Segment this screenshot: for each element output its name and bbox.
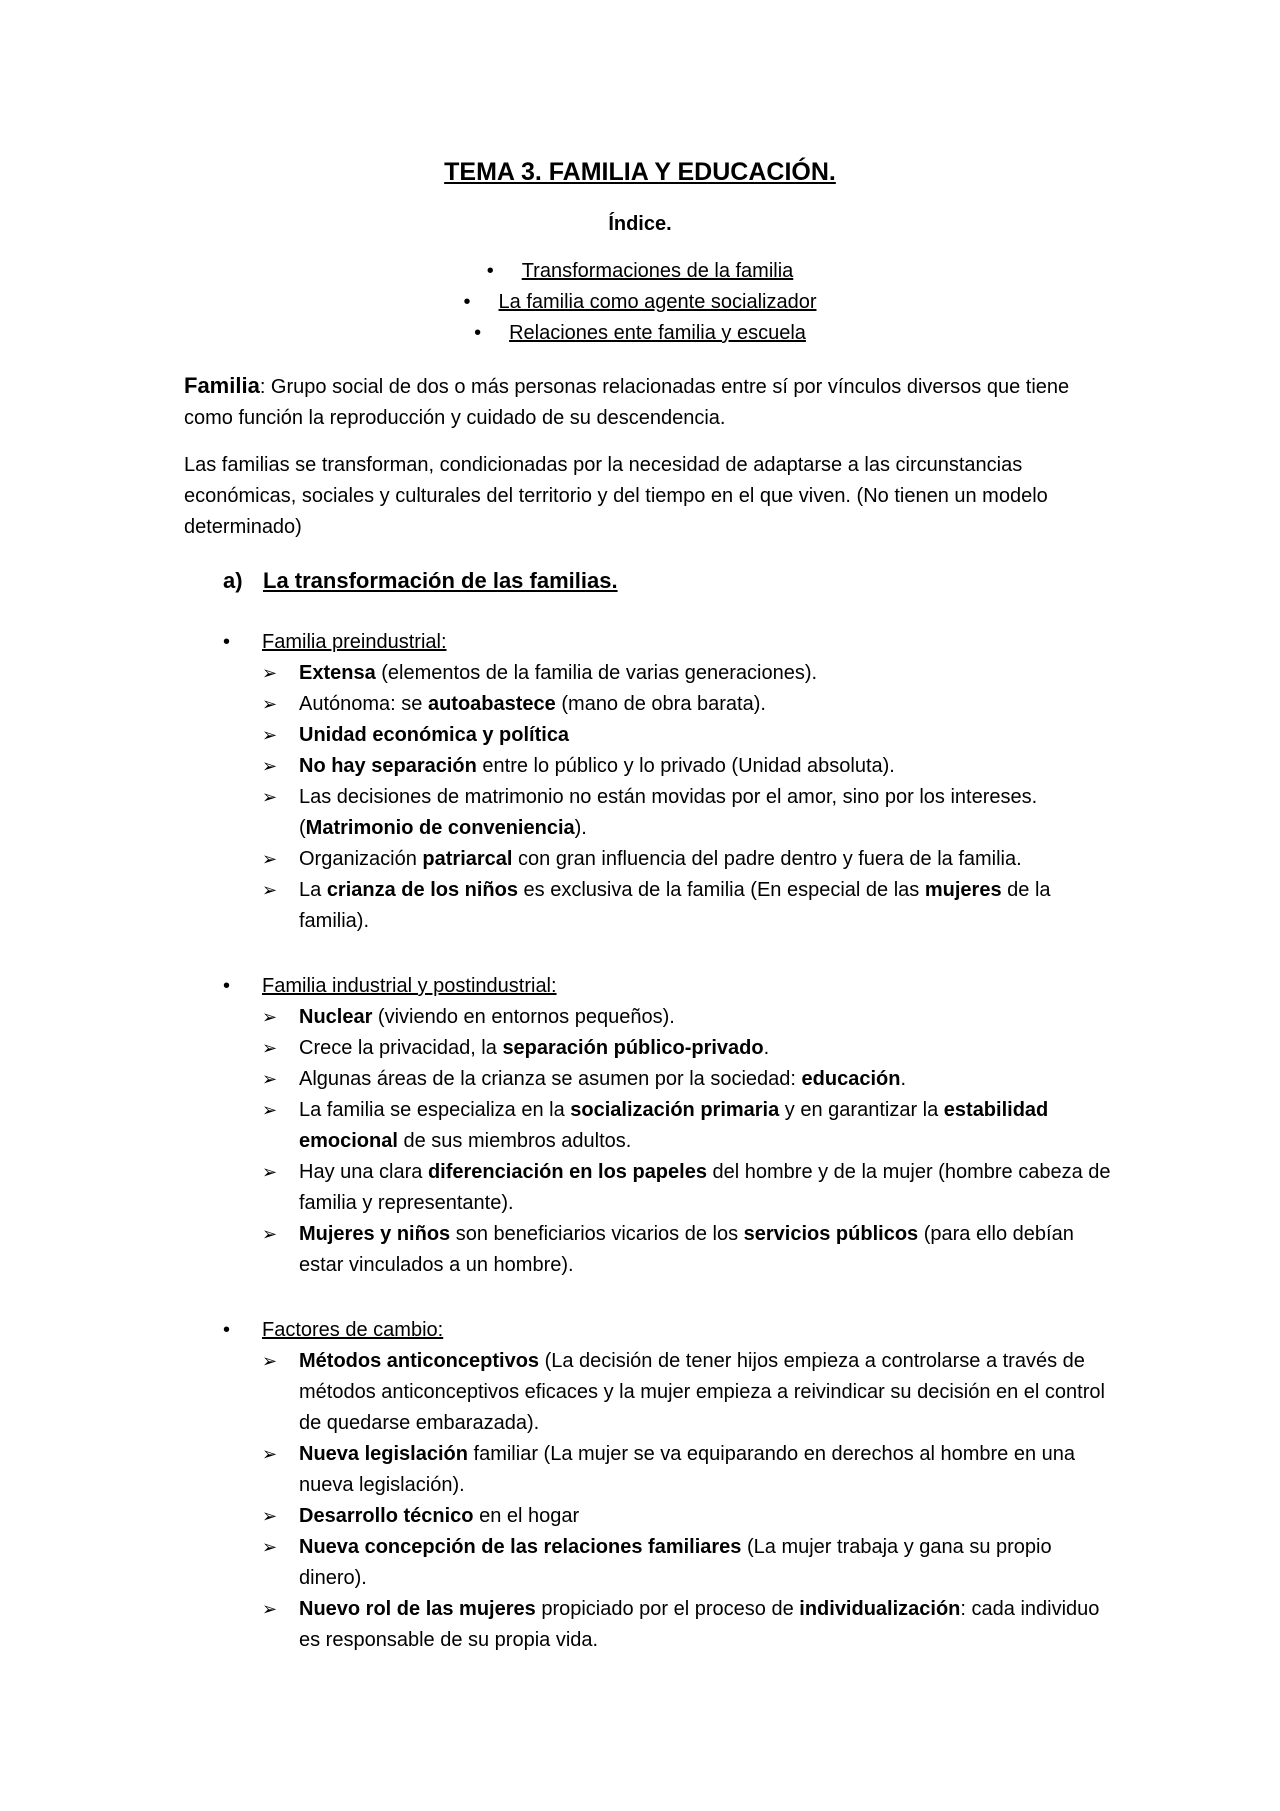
- text-run: .: [763, 1037, 770, 1059]
- subsection-title: Familia preindustrial:: [262, 631, 447, 653]
- list-item-text: [299, 1095, 1122, 1157]
- bold-text: No hay separación: [299, 755, 477, 777]
- bold-text: mujeres: [924, 879, 1002, 901]
- text-run: (para ello debían estar vinculados a un hombre).: [299, 1223, 1074, 1276]
- bold-text: educación: [801, 1068, 901, 1090]
- text-run: Hay una clara: [299, 1161, 428, 1183]
- definition-text: : Grupo social de dos o más personas relacionadas entre sí por vínculos diversos que tiene como función la reproducción y cuidado de su descendencia.: [184, 376, 1070, 429]
- text-run: Autónoma: se: [299, 693, 428, 715]
- bold-text: individualización: [799, 1598, 961, 1620]
- arrow-bullet-icon: ➢: [262, 1162, 278, 1182]
- list-item: [262, 1064, 1122, 1095]
- bold-text: Nueva concepción de las relaciones familiares: [299, 1536, 742, 1558]
- list-item-text: [299, 720, 1122, 751]
- list-item: [262, 875, 1122, 937]
- bold-text: Mujeres y niños: [299, 1223, 451, 1245]
- bold-text: socialización primaria: [570, 1099, 780, 1121]
- definition-paragraph: [184, 370, 1114, 434]
- text-run: (La mujer trabaja y gana su propio dinero).: [299, 1536, 1052, 1589]
- arrow-bullet-icon: ➢: [262, 880, 278, 900]
- text-run: Crece la privacidad, la: [299, 1037, 503, 1059]
- arrow-bullet-icon: ➢: [262, 849, 278, 869]
- arrow-bullet-icon: ➢: [262, 1599, 278, 1619]
- list-item-text: [299, 689, 1122, 720]
- list-item: [262, 1095, 1122, 1157]
- bold-text: diferenciación en los papeles: [427, 1161, 707, 1183]
- list-item-text: [299, 1439, 1122, 1501]
- list-item-text: [299, 1002, 1122, 1033]
- page-title: TEMA 3. FAMILIA Y EDUCACIÓN.: [444, 158, 836, 186]
- list-item-text: [299, 1033, 1122, 1064]
- bold-text: separación público-privado: [502, 1037, 764, 1059]
- text-run: son beneficiarios vicarios de los: [450, 1223, 744, 1245]
- bold-text: Matrimonio de conveniencia: [305, 817, 575, 839]
- list-item: [262, 1346, 1122, 1439]
- list-item: [262, 1033, 1122, 1064]
- text-run: es exclusiva de la familia (En especial de las: [517, 879, 925, 901]
- bold-text: patriarcal: [422, 848, 513, 870]
- text-run: (elementos de la familia de varias generaciones).: [375, 662, 818, 684]
- bullet-icon: •: [223, 1319, 231, 1341]
- list-item: [262, 844, 1122, 875]
- text-run: ).: [574, 817, 587, 839]
- list-item-text: [299, 1219, 1122, 1281]
- arrow-bullet-icon: ➢: [262, 1100, 278, 1120]
- list-item: [262, 658, 1122, 689]
- subsection-title: Factores de cambio:: [262, 1319, 444, 1341]
- bold-text: Métodos anticonceptivos: [299, 1350, 540, 1372]
- arrow-bullet-icon: ➢: [262, 663, 278, 683]
- list-item: [262, 1532, 1122, 1594]
- list-item-text: [299, 782, 1122, 844]
- text-run: .: [900, 1068, 907, 1090]
- list-item-text: [299, 1346, 1122, 1439]
- arrow-bullet-icon: ➢: [262, 1506, 278, 1526]
- list-item-text: [299, 658, 1122, 689]
- bold-text: Nuclear: [299, 1006, 373, 1028]
- text-run: entre lo público y lo privado (Unidad absoluta).: [476, 755, 895, 777]
- text-run: (La decisión de tener hijos empieza a controlarse a través de métodos anticonceptivos eficaces y la mujer empieza a reivindicar su decisión en el control de quedarse embarazada).: [299, 1350, 1105, 1434]
- index-item-label: Relaciones ente familia y escuela: [509, 322, 806, 344]
- text-run: en el hogar: [473, 1505, 580, 1527]
- list-item: [262, 1594, 1122, 1656]
- arrow-bullet-icon: ➢: [262, 1444, 278, 1464]
- text-run: La: [299, 879, 327, 901]
- bold-text: servicios públicos: [743, 1223, 919, 1245]
- text-run: de la familia).: [299, 879, 1051, 932]
- section-title: La transformación de las familias.: [263, 568, 618, 593]
- arrow-bullet-icon: ➢: [262, 1351, 278, 1371]
- section-label: a): [223, 568, 243, 593]
- bold-text: Nuevo rol de las mujeres: [299, 1598, 536, 1620]
- index-heading: Índice.: [608, 213, 672, 235]
- subsection-title: Familia industrial y postindustrial:: [262, 975, 557, 997]
- bullet-icon: •: [474, 322, 482, 344]
- list-item-text: [299, 844, 1122, 875]
- arrow-bullet-icon: ➢: [262, 787, 278, 807]
- bold-text: estabilidad emocional: [299, 1099, 1049, 1152]
- list-item: [262, 782, 1122, 844]
- bold-text: crianza de los niños: [326, 879, 518, 901]
- bullet-icon: •: [223, 631, 231, 653]
- arrow-bullet-icon: ➢: [262, 694, 278, 714]
- arrow-bullet-icon: ➢: [262, 1224, 278, 1244]
- index-item: [0, 260, 1280, 283]
- text-run: con gran influencia del padre dentro y fuera de la familia.: [512, 848, 1022, 870]
- list-item: [262, 689, 1122, 720]
- arrow-bullet-icon: ➢: [262, 1537, 278, 1557]
- index-item-label: Transformaciones de la familia: [521, 260, 794, 282]
- text-run: propiciado por el proceso de: [535, 1598, 800, 1620]
- text-run: del hombre y de la mujer (hombre cabeza de familia y representante).: [299, 1161, 1111, 1214]
- bold-text: Nueva legislación: [299, 1443, 468, 1465]
- index-item-label: La familia como agente socializador: [498, 291, 817, 313]
- list-item: [262, 1439, 1122, 1501]
- text-run: : cada individuo es responsable de su propia vida.: [299, 1598, 1100, 1651]
- section-heading: [223, 568, 618, 594]
- text-run: familiar (La mujer se va equiparando en derechos al hombre en una nueva legislación).: [299, 1443, 1075, 1496]
- list-item-text: [299, 1501, 1122, 1532]
- arrow-bullet-icon: ➢: [262, 1069, 278, 1089]
- list-item: [262, 1219, 1122, 1281]
- text-run: Las decisiones de matrimonio no están movidas por el amor, sino por los intereses. (: [299, 786, 1038, 839]
- intro-paragraph: Las familias se transforman, condicionadas por la necesidad de adaptarse a las circunstancias económicas, sociales y culturales del territorio y del tiempo en el que viven. (No tienen un modelo determinado): [184, 454, 1048, 538]
- arrow-bullet-icon: ➢: [262, 725, 278, 745]
- bold-text: Extensa: [299, 662, 376, 684]
- arrow-bullet-icon: ➢: [262, 1007, 278, 1027]
- text-run: Organización: [299, 848, 423, 870]
- list-item: [262, 1002, 1122, 1033]
- index-item: [0, 291, 1280, 314]
- list-item-text: [299, 1594, 1122, 1656]
- list-item-text: [299, 1064, 1122, 1095]
- list-item: [262, 751, 1122, 782]
- arrow-bullet-icon: ➢: [262, 1038, 278, 1058]
- text-run: La familia se especializa en la: [299, 1099, 571, 1121]
- definition-term: Familia: [184, 373, 260, 398]
- bold-text: Unidad económica y política: [299, 724, 570, 746]
- list-item-text: [299, 1532, 1122, 1594]
- list-item-text: [299, 1157, 1122, 1219]
- text-run: (viviendo en entornos pequeños).: [372, 1006, 675, 1028]
- bold-text: Desarrollo técnico: [299, 1505, 474, 1527]
- bold-text: autoabastece: [427, 693, 556, 715]
- list-item: [262, 1157, 1122, 1219]
- text-run: y en garantizar la: [779, 1099, 944, 1121]
- index-item: [0, 322, 1280, 345]
- list-item: [262, 720, 1122, 751]
- bullet-icon: •: [486, 260, 494, 282]
- text-run: de sus miembros adultos.: [397, 1130, 632, 1152]
- list-item: [262, 1501, 1122, 1532]
- bullet-icon: •: [223, 975, 231, 997]
- text-run: Algunas áreas de la crianza se asumen por la sociedad:: [299, 1068, 802, 1090]
- list-item-text: [299, 875, 1122, 937]
- bullet-icon: •: [463, 291, 471, 313]
- arrow-bullet-icon: ➢: [262, 756, 278, 776]
- list-item-text: [299, 751, 1122, 782]
- text-run: (mano de obra barata).: [555, 693, 766, 715]
